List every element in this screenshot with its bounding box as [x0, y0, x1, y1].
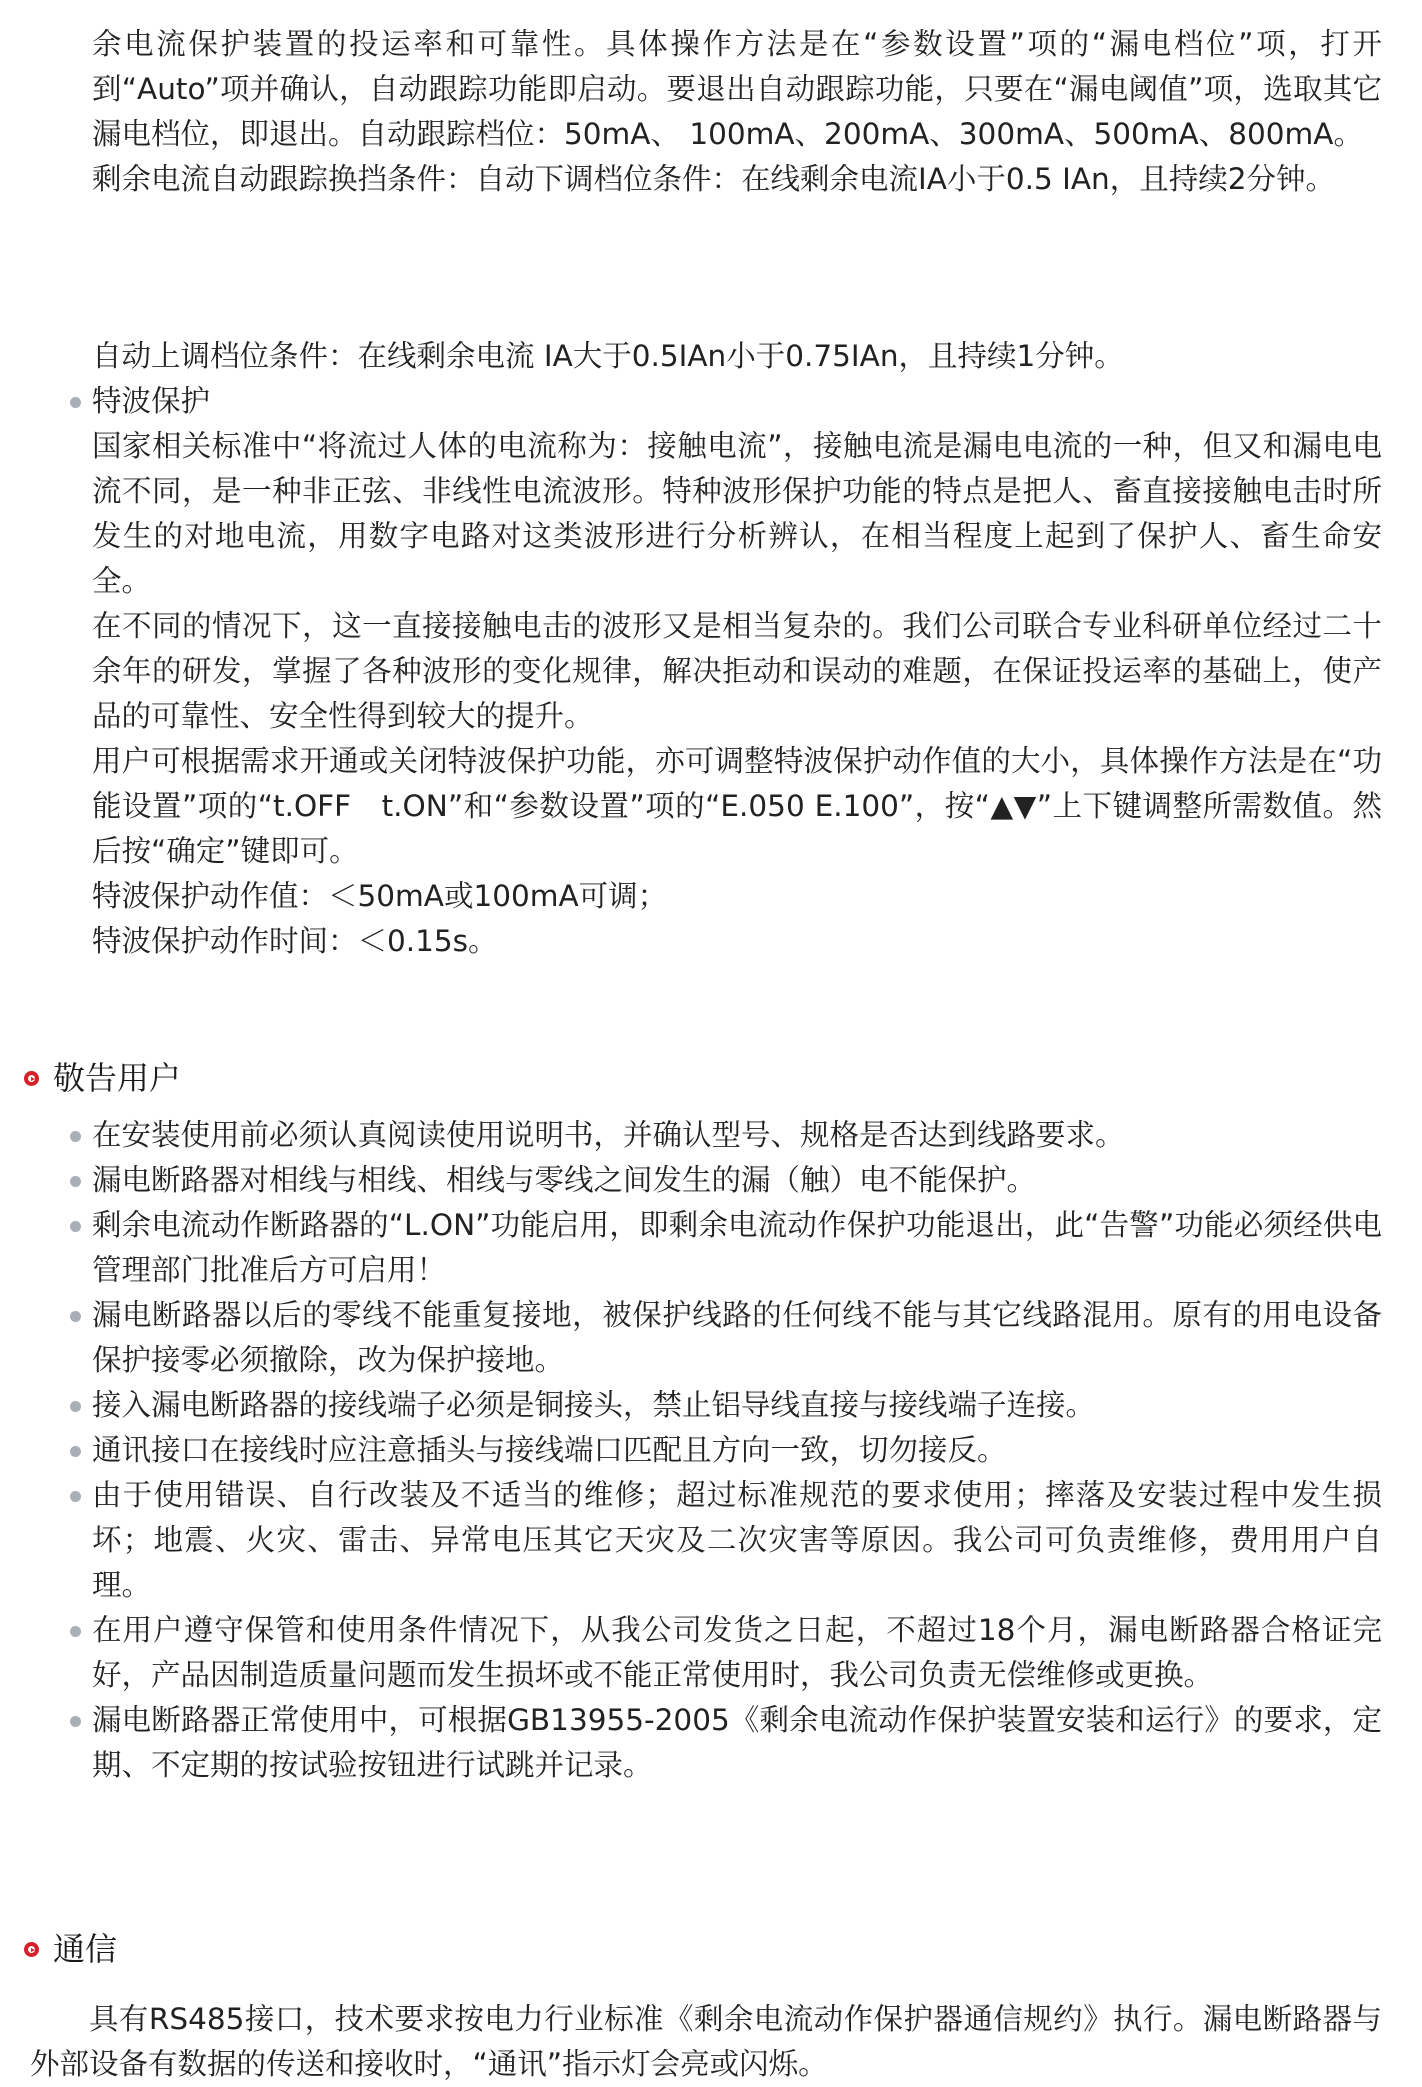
paragraph: 余电流保护装置的投运率和可靠性。具体操作方法是在“参数设置”项的“漏电档位”项，打开到“Auto”项并确认，自动跟踪功能即启动。要退出自动跟踪功能，只要在“漏电阈值”项，选取其它漏电档位，即退出。自动跟踪档位：50mA、 100mA、200mA、300mA、500mA、800mA。 — [92, 27, 1382, 151]
comm-section — [30, 1997, 1382, 2087]
paragraph: 特波保护动作值：＜50mA或100mA可调； — [92, 879, 668, 913]
warning-heading — [24, 1056, 181, 1101]
list-item: 漏电断路器正常使用中，可根据GB13955-2005《剩余电流动作保护装置安装和运行》的要求，定期、不定期的按试验按钮进行试跳并记录。 — [92, 1698, 1382, 1788]
auto-up-condition — [92, 334, 1382, 379]
bullet-item-special-wave: 特波保护 — [92, 379, 1382, 424]
list-item: 接入漏电断路器的接线端子必须是铜接头，禁止铝导线直接与接线端子连接。 — [92, 1383, 1382, 1428]
paragraph: 特波保护动作时间：＜0.15s。 — [92, 924, 498, 958]
list-item: 由于使用错误、自行改装及不适当的维修；超过标准规范的要求使用；摔落及安装过程中发生损坏；地震、火灾、雷击、异常电压其它天灾及二次灾害等原因。我公司可负责维修，费用用户自理。 — [92, 1473, 1382, 1608]
list-item: 在安装使用前必须认真阅读使用说明书，并确认型号、规格是否达到线路要求。 — [92, 1113, 1382, 1158]
paragraph: 用户可根据需求开通或关闭特波保护功能，亦可调整特波保护动作值的大小，具体操作方法是在“功能设置”项的“t.OFF t.ON”和“参数设置”项的“E.050 E.100”，按“▲▼”上下键调整所需数值。然后按“确定”键即可。 — [92, 744, 1382, 868]
circle-arrow-icon — [24, 1071, 39, 1086]
paragraph: 具有RS485接口，技术要求按电力行业标准《剩余电流动作保护器通信规约》执行。漏电断路器与外部设备有数据的传送和接收时，“通讯”指示灯会亮或闪烁。 — [30, 2002, 1382, 2081]
auto-tracking-section — [92, 22, 1382, 202]
section-title: 通信 — [53, 1930, 118, 1968]
paragraph: 国家相关标准中“将流过人体的电流称为：接触电流”，接触电流是漏电电流的一种，但又和漏电电流不同，是一种非正弦、非线性电流波形。特种波形保护功能的特点是把人、畜直接接触电击时所发生的对地电流，用数字电路对这类波形进行分析辨认，在相当程度上起到了保护人、畜生命安全。 — [92, 429, 1382, 598]
paragraph: 自动上调档位条件：在线剩余电流 IA大于0.5IAn小于0.75IAn，且持续1分钟。 — [92, 339, 1124, 373]
special-wave-section — [92, 379, 1382, 964]
list-item: 漏电断路器对相线与相线、相线与零线之间发生的漏（触）电不能保护。 — [92, 1158, 1382, 1203]
warning-list — [92, 1113, 1382, 1788]
circle-arrow-icon — [24, 1942, 39, 1957]
paragraph: 在不同的情况下，这一直接接触电击的波形又是相当复杂的。我们公司联合专业科研单位经过二十余年的研发，掌握了各种波形的变化规律，解决拒动和误动的难题，在保证投运率的基础上，使产品的可靠性、安全性得到较大的提升。 — [92, 609, 1382, 733]
list-item: 剩余电流动作断路器的“L.ON”功能启用，即剩余电流动作保护功能退出，此“告警”功能必须经供电管理部门批准后方可启用！ — [92, 1203, 1382, 1293]
list-item: 漏电断路器以后的零线不能重复接地，被保护线路的任何线不能与其它线路混用。原有的用电设备保护接零必须撤除，改为保护接地。 — [92, 1293, 1382, 1383]
list-item: 通讯接口在接线时应注意插头与接线端口匹配且方向一致，切勿接反。 — [92, 1428, 1382, 1473]
paragraph: 剩余电流自动跟踪换挡条件：自动下调档位条件：在线剩余电流IA小于0.5 IAn，且持续2分钟。 — [92, 162, 1336, 196]
comm-heading — [24, 1927, 117, 1972]
list-item: 在用户遵守保管和使用条件情况下，从我公司发货之日起，不超过18个月，漏电断路器合格证完好，产品因制造质量问题而发生损坏或不能正常使用时，我公司负责无偿维修或更换。 — [92, 1608, 1382, 1698]
section-title: 敬告用户 — [53, 1059, 182, 1097]
